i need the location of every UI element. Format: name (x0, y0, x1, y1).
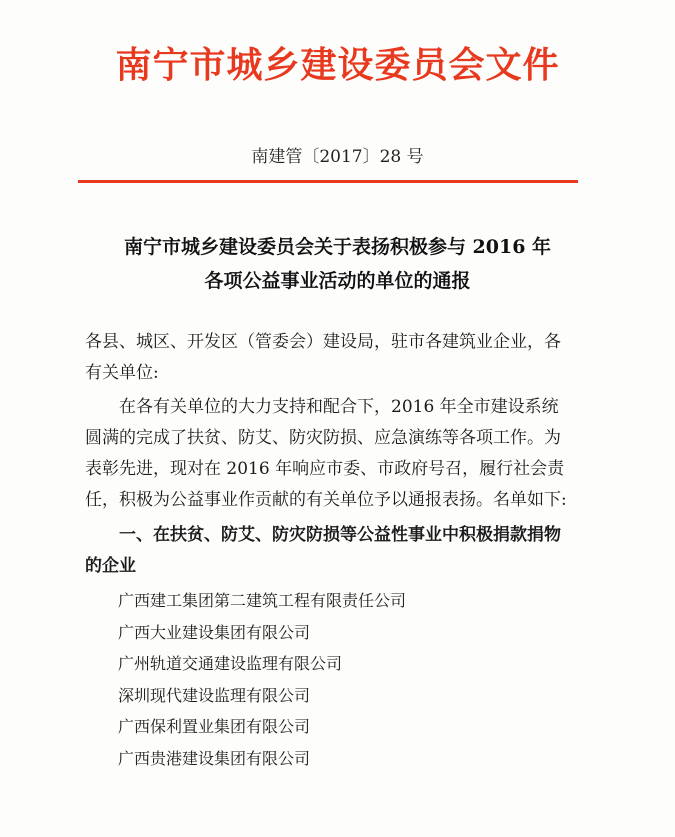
paragraph-line-3: 表彰先进，现对在 2016 年响应市委、市政府号召，履行社会责 (85, 459, 565, 479)
document-number: 南建管〔2017〕28 号 (251, 147, 424, 167)
section-heading-line-1: 一、在扶贫、防艾、防灾防损等公益性事业中积极捐款捐物 (119, 525, 561, 545)
salutation-line-1: 各县、城区、开发区（管委会）建设局，驻市各建筑业企业，各 (85, 332, 561, 352)
list-item: 广西贵港建设集团有限公司 (118, 748, 311, 768)
list-item: 广西大业建设集团有限公司 (118, 622, 311, 642)
paragraph-intro (85, 392, 595, 516)
salutation-line-2: 有关单位: (85, 363, 159, 383)
list-item: 深圳现代建设监理有限公司 (118, 685, 311, 705)
notice-title (0, 230, 675, 298)
document-header-title: 南宁市城乡建设委员会文件 (115, 45, 560, 86)
paragraph-line-2: 圆满的完成了扶贫、防艾、防灾防损、应急演练等各项工作。为 (85, 428, 561, 448)
section-heading-1 (85, 520, 595, 582)
list-item: 广西保利置业集团有限公司 (118, 717, 311, 736)
list-item: 广西建工集团第二建筑工程有限责任公司 (118, 591, 407, 610)
notice-title-line-2: 各项公益事业活动的单位的通报 (204, 270, 471, 292)
red-divider-line (78, 180, 578, 183)
paragraph-line-4: 任，积极为公益事业作贡献的有关单位予以通报表扬。名单如下: (85, 490, 567, 510)
list-item: 广州轨道交通建设监理有限公司 (118, 654, 343, 673)
salutation (85, 327, 595, 389)
paragraph-line-1: 在各有关单位的大力支持和配合下，2016 年全市建设系统 (119, 397, 559, 417)
company-list (118, 585, 588, 774)
notice-title-line-1: 南宁市城乡建设委员会关于表扬积极参与 2016 年 (123, 236, 552, 258)
section-heading-line-2: 的企业 (85, 556, 136, 576)
